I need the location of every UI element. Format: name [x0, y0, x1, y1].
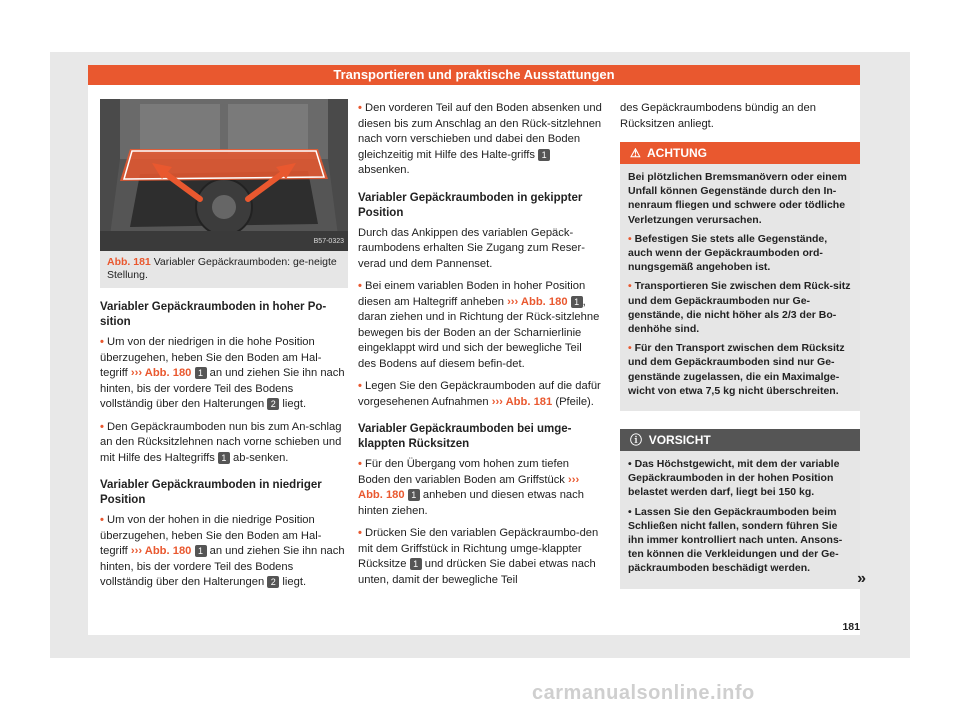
trunk-figure	[100, 99, 348, 251]
paragraph: • Um von der niedrigen in die hohe Position überzugehen, heben Sie den Boden am Hal-tegriff ››› Abb. 180 1 an und ziehen Sie ihn nach hinten, bis der vordere Teil des Bodens vollständig über den Halterungen 2 liegt.	[100, 336, 345, 410]
caution-header: ⓘ VORSICHT	[620, 429, 860, 451]
section-header: Transportieren und praktische Ausstattungen	[88, 65, 860, 85]
column-3	[620, 101, 866, 589]
caution-body	[620, 451, 866, 589]
bullet-icon: •	[100, 336, 104, 348]
callout-number: 2	[267, 576, 279, 588]
paragraph: • Für den Übergang vom hohen zum tiefen Boden den variablen Boden am Griffstück ››› Abb. 180 1 anheben und diesen etwas nach hinten ziehen.	[358, 458, 584, 517]
callout-number: 1	[408, 489, 420, 501]
bullet-icon: •	[100, 420, 104, 433]
callout-number: 1	[218, 452, 230, 464]
figure-link[interactable]: ››› Abb. 180	[130, 367, 192, 379]
paragraph: des Gepäckraumbodens bündig an den Rücksitzen anliegt.	[620, 102, 816, 130]
heading-folded-seats: Variabler Gepäckraumboden bei umge-klappten Rücksitzen	[358, 423, 572, 450]
manual-page	[88, 65, 866, 635]
caution-box	[620, 429, 866, 589]
paragraph: Durch das Ankippen des variablen Gepäck-raumbodens erhalten Sie Zugang zum Reser-verad und dem Pannenset.	[358, 226, 585, 270]
warning-triangle-icon: ⚠	[630, 146, 641, 160]
bullet-icon: •	[100, 514, 104, 526]
figure-link[interactable]: ››› Abb. 180	[507, 295, 568, 308]
callout-number: 1	[195, 545, 207, 557]
watermark: carmanualsonline.info	[532, 682, 755, 704]
heading-low-position: Variabler Gepäckraumboden in niedriger Position	[100, 479, 322, 506]
paragraph: • Bei einem variablen Boden in hoher Position diesen am Haltegriff anheben ››› Abb. 180 1 , daran ziehen und in Richtung der Rück-sitzlehne bewegen bis der Boden an der Scharnierlinie eingeklappt wird und sich der bewegliche Teil des Bodens auf diesem befin-det.	[358, 280, 600, 370]
warning-box	[620, 142, 860, 411]
bullet-icon: •	[358, 102, 362, 114]
warning-header: ⚠ ACHTUNG	[620, 142, 860, 164]
info-circle-icon: ⓘ	[630, 433, 643, 448]
bullet-icon: •	[358, 280, 362, 292]
column-1	[100, 99, 348, 598]
trunk-illustration	[100, 99, 348, 251]
figure-link[interactable]: ››› Abb. 181	[491, 395, 553, 408]
figure-code: B57-0323	[313, 237, 344, 245]
figure-link[interactable]: ››› Abb. 180	[130, 545, 192, 557]
bullet-icon: •	[358, 380, 362, 392]
callout-number: 1	[538, 149, 550, 161]
paragraph: • Drücken Sie den variablen Gepäckraumbo-den mit dem Griffstück in Richtung umge-klappter Rücksitze 1 und drücken Sie dabei etwas nach unten, damit der bewegliche Teil	[358, 527, 599, 586]
warning-item: • Transportieren Sie zwischen dem Rück-sitz und dem Gepäckraumboden nur Ge-genstände, die nicht höher als 2/3 der Bo-denhöhe sind.	[628, 280, 851, 336]
caption-text: Variabler Gepäckraumboden: ge-neigte Stellung.	[107, 256, 337, 281]
warning-item: • Für den Transport zwischen dem Rücksitz und dem Gepäckraumboden sind nur Ge-genstände zugelassen, die ein Maximalge-wicht von etwa 7,5 kg nicht überschreiten.	[628, 342, 845, 397]
callout-number: 1	[571, 296, 583, 308]
callout-number: 1	[410, 558, 422, 570]
heading-high-position: Variabler Gepäckraumboden in hoher Po-sition	[100, 301, 327, 328]
paragraph: • Den Gepäckraumboden nun bis zum An-schlag an den Rücksitzlehnen nach vorne schieben und mit Hilfe des Haltegriffs 1 ab-senken.	[100, 420, 342, 464]
figure-caption	[100, 251, 348, 288]
bullet-icon: •	[358, 458, 362, 470]
callout-number: 2	[267, 398, 279, 410]
callout-number: 1	[195, 367, 207, 379]
caption-label: Abb. 181	[107, 256, 151, 268]
paragraph: • Um von der hohen in die niedrige Position überzugehen, heben Sie den Boden am Hal-tegriff ››› Abb. 180 1 an und ziehen Sie ihn nach hinten, bis der vordere Teil des Bodens vollständig über den Halterungen 2 liegt.	[100, 514, 345, 588]
warning-intro: Bei plötzlichen Bremsmanövern oder einem Unfall können Gegenstände durch den In-nenraum fliegen und schwere oder tödliche Verletzungen verursachen.	[628, 171, 847, 226]
warning-item: • Befestigen Sie stets alle Gegenstände, auch wenn der Gepäckraumboden ord-nungsgemäß angehoben ist.	[628, 232, 828, 274]
heading-tilted-position: Variabler Gepäckraumboden in gekippter Position	[358, 191, 583, 219]
column-2	[358, 101, 602, 595]
page-number: 181	[842, 621, 860, 633]
caution-item: • Das Höchstgewicht, mit dem der variable Gepäckraumboden in der hohen Position belastet werden darf, liegt bei 150 kg.	[628, 458, 840, 499]
continue-arrow: »	[857, 570, 866, 588]
bullet-icon: •	[358, 527, 362, 539]
figure-link[interactable]: ››› Abb. 180	[358, 473, 580, 501]
caution-item: • Lassen Sie den Gepäckraumboden beim Schließen nicht fallen, sondern führen Sie ihn immer kontrolliert nach unten. Ansons-ten können die Verkleidungen und der Ge-päckraumboden beschädigt werden.	[628, 505, 843, 575]
paragraph: • Legen Sie den Gepäckraumboden auf die dafür vorgesehenen Aufnahmen ››› Abb. 181 (Pfeile).	[358, 380, 601, 408]
paragraph: • Den vorderen Teil auf den Boden absenken und diesen bis zum Anschlag an den Rück-sitzlehnen nach vorn verschieben und dabei den Boden gleichzeitig mit Hilfe des Halte-griffs 1 absenken.	[358, 102, 602, 176]
warning-body	[620, 164, 860, 411]
